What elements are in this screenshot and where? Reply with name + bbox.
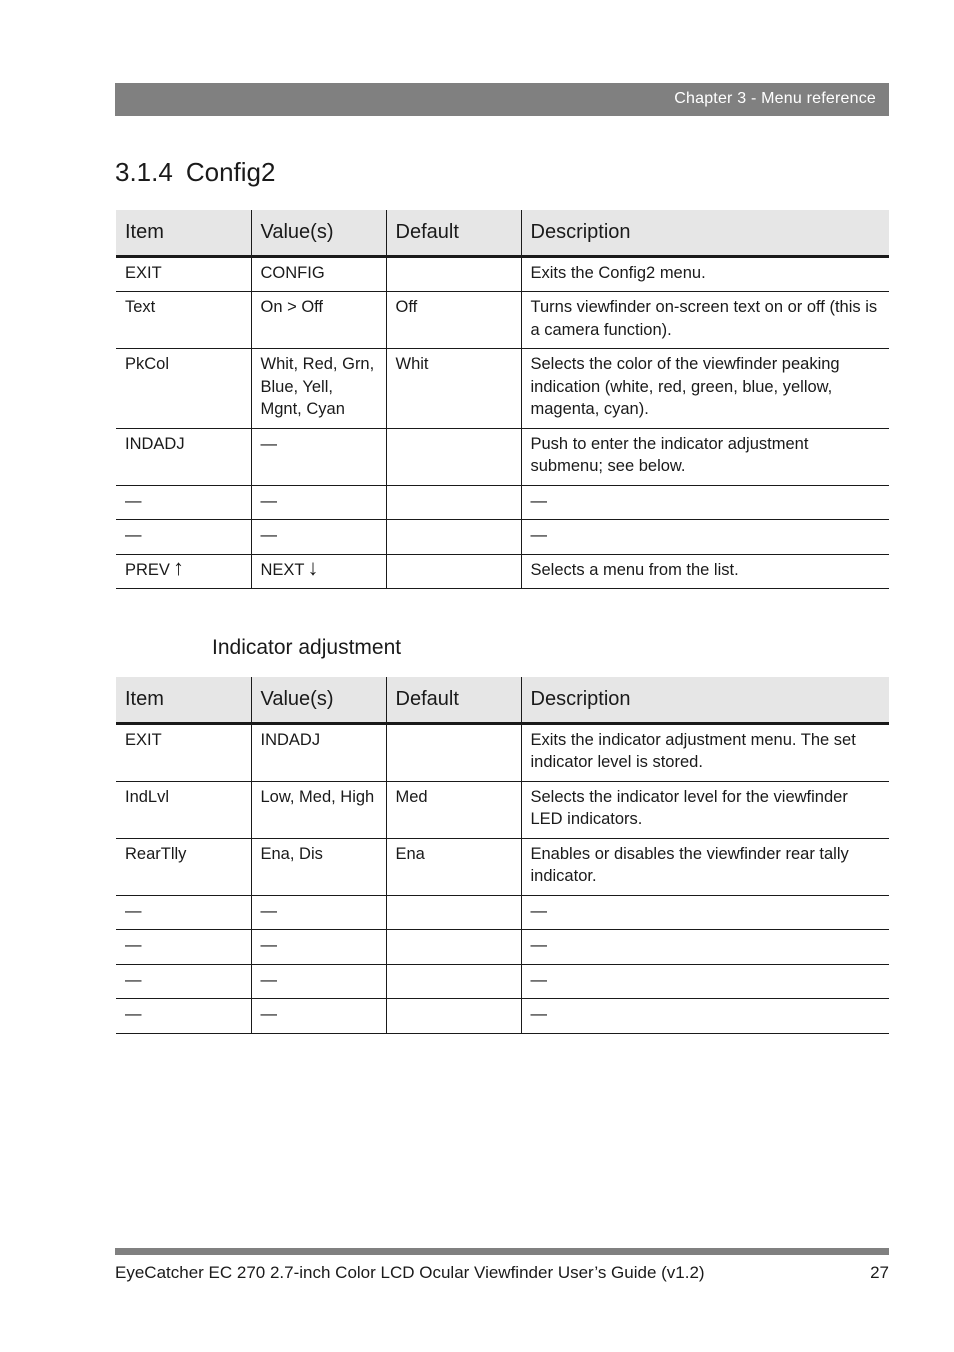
cell-values: Whit, Red, Grn, Blue, Yell, Mgnt, Cyan <box>251 349 386 429</box>
cell-item: — <box>116 964 251 999</box>
cell-item: — <box>116 485 251 520</box>
table-row <box>116 256 889 292</box>
cell-description: Push to enter the indicator adjustment submenu; see below. <box>521 428 889 485</box>
table-row <box>116 520 889 555</box>
cell-description: Exits the indicator adjustment menu. The set indicator level is stored. <box>521 723 889 781</box>
table-row <box>116 554 889 589</box>
cell-values: — <box>251 485 386 520</box>
cell-item: PkCol <box>116 349 251 429</box>
table-row <box>116 485 889 520</box>
cell-default <box>386 485 521 520</box>
section-number: 3.1.4 <box>115 157 173 187</box>
footer-guide-title: EyeCatcher EC 270 2.7-inch Color LCD Ocular Viewfinder User’s Guide (v1.2) <box>115 1263 705 1282</box>
table-row <box>116 349 889 429</box>
cell-default <box>386 723 521 781</box>
cell-description: Exits the Config2 menu. <box>521 256 889 292</box>
cell-values: INDADJ <box>251 723 386 781</box>
cell-values: On > Off <box>251 292 386 349</box>
indicator-adjustment-table <box>116 677 889 1034</box>
table-row <box>116 292 889 349</box>
table-row <box>116 781 889 838</box>
chapter-header-bar <box>115 83 889 116</box>
table-row <box>116 930 889 965</box>
column-header-default: Default <box>386 677 521 723</box>
cell-item: — <box>116 930 251 965</box>
table-header-row <box>116 677 889 723</box>
cell-default <box>386 895 521 930</box>
cell-description: Enables or disables the viewfinder rear tally indicator. <box>521 838 889 895</box>
cell-description: Selects a menu from the list. <box>521 554 889 589</box>
section-heading <box>115 157 275 188</box>
cell-values: — <box>251 895 386 930</box>
column-header-description: Description <box>521 210 889 256</box>
cell-values: — <box>251 964 386 999</box>
column-header-default: Default <box>386 210 521 256</box>
cell-description: Turns viewfinder on-screen text on or off (this is a camera function). <box>521 292 889 349</box>
column-header-values: Value(s) <box>251 677 386 723</box>
cell-default <box>386 964 521 999</box>
cell-default: Whit <box>386 349 521 429</box>
cell-values-label: NEXT <box>260 560 305 579</box>
cell-item: Text <box>116 292 251 349</box>
cell-item: — <box>116 520 251 555</box>
table-row <box>116 964 889 999</box>
column-header-item: Item <box>116 210 251 256</box>
cell-description: — <box>521 895 889 930</box>
footer-rule <box>115 1248 889 1255</box>
cell-values: Ena, Dis <box>251 838 386 895</box>
cell-values: — <box>251 428 386 485</box>
cell-description: — <box>521 930 889 965</box>
cell-values: Low, Med, High <box>251 781 386 838</box>
table-row <box>116 999 889 1034</box>
cell-default <box>386 428 521 485</box>
cell-description: — <box>521 520 889 555</box>
table-row <box>116 428 889 485</box>
cell-description: Selects the indicator level for the viewfinder LED indicators. <box>521 781 889 838</box>
column-header-values: Value(s) <box>251 210 386 256</box>
page-number: 27 <box>870 1263 889 1282</box>
arrow-up-icon: ↑ <box>172 554 184 580</box>
cell-item: EXIT <box>116 256 251 292</box>
cell-default <box>386 256 521 292</box>
cell-item: RearTlly <box>116 838 251 895</box>
cell-values: CONFIG <box>251 256 386 292</box>
cell-default <box>386 554 521 589</box>
cell-default: Off <box>386 292 521 349</box>
cell-default <box>386 999 521 1034</box>
config2-table <box>116 210 889 589</box>
column-header-item: Item <box>116 677 251 723</box>
cell-values: — <box>251 999 386 1034</box>
cell-description: — <box>521 964 889 999</box>
table-row <box>116 723 889 781</box>
arrow-down-icon: ↓ <box>307 554 319 580</box>
cell-description: — <box>521 999 889 1034</box>
cell-values: — <box>251 520 386 555</box>
cell-item: INDADJ <box>116 428 251 485</box>
cell-item: — <box>116 999 251 1034</box>
cell-item: — <box>116 895 251 930</box>
section-title: Config2 <box>185 157 276 187</box>
table-row <box>116 838 889 895</box>
cell-default <box>386 930 521 965</box>
cell-description: Selects the color of the viewfinder peaking indication (white, red, green, blue, yellow, magenta, cyan). <box>521 349 889 429</box>
cell-default <box>386 520 521 555</box>
cell-values: — <box>251 930 386 965</box>
cell-description: — <box>521 485 889 520</box>
cell-values <box>251 554 386 589</box>
column-header-description: Description <box>521 677 889 723</box>
table-row <box>116 895 889 930</box>
cell-item <box>116 554 251 589</box>
indicator-adjustment-heading: Indicator adjustment <box>212 636 402 659</box>
chapter-title: Chapter 3 - Menu reference <box>674 90 876 107</box>
cell-item: EXIT <box>116 723 251 781</box>
cell-default: Med <box>386 781 521 838</box>
table-header-row <box>116 210 889 256</box>
cell-default: Ena <box>386 838 521 895</box>
cell-item: IndLvl <box>116 781 251 838</box>
cell-item-label: PREV <box>125 560 170 579</box>
